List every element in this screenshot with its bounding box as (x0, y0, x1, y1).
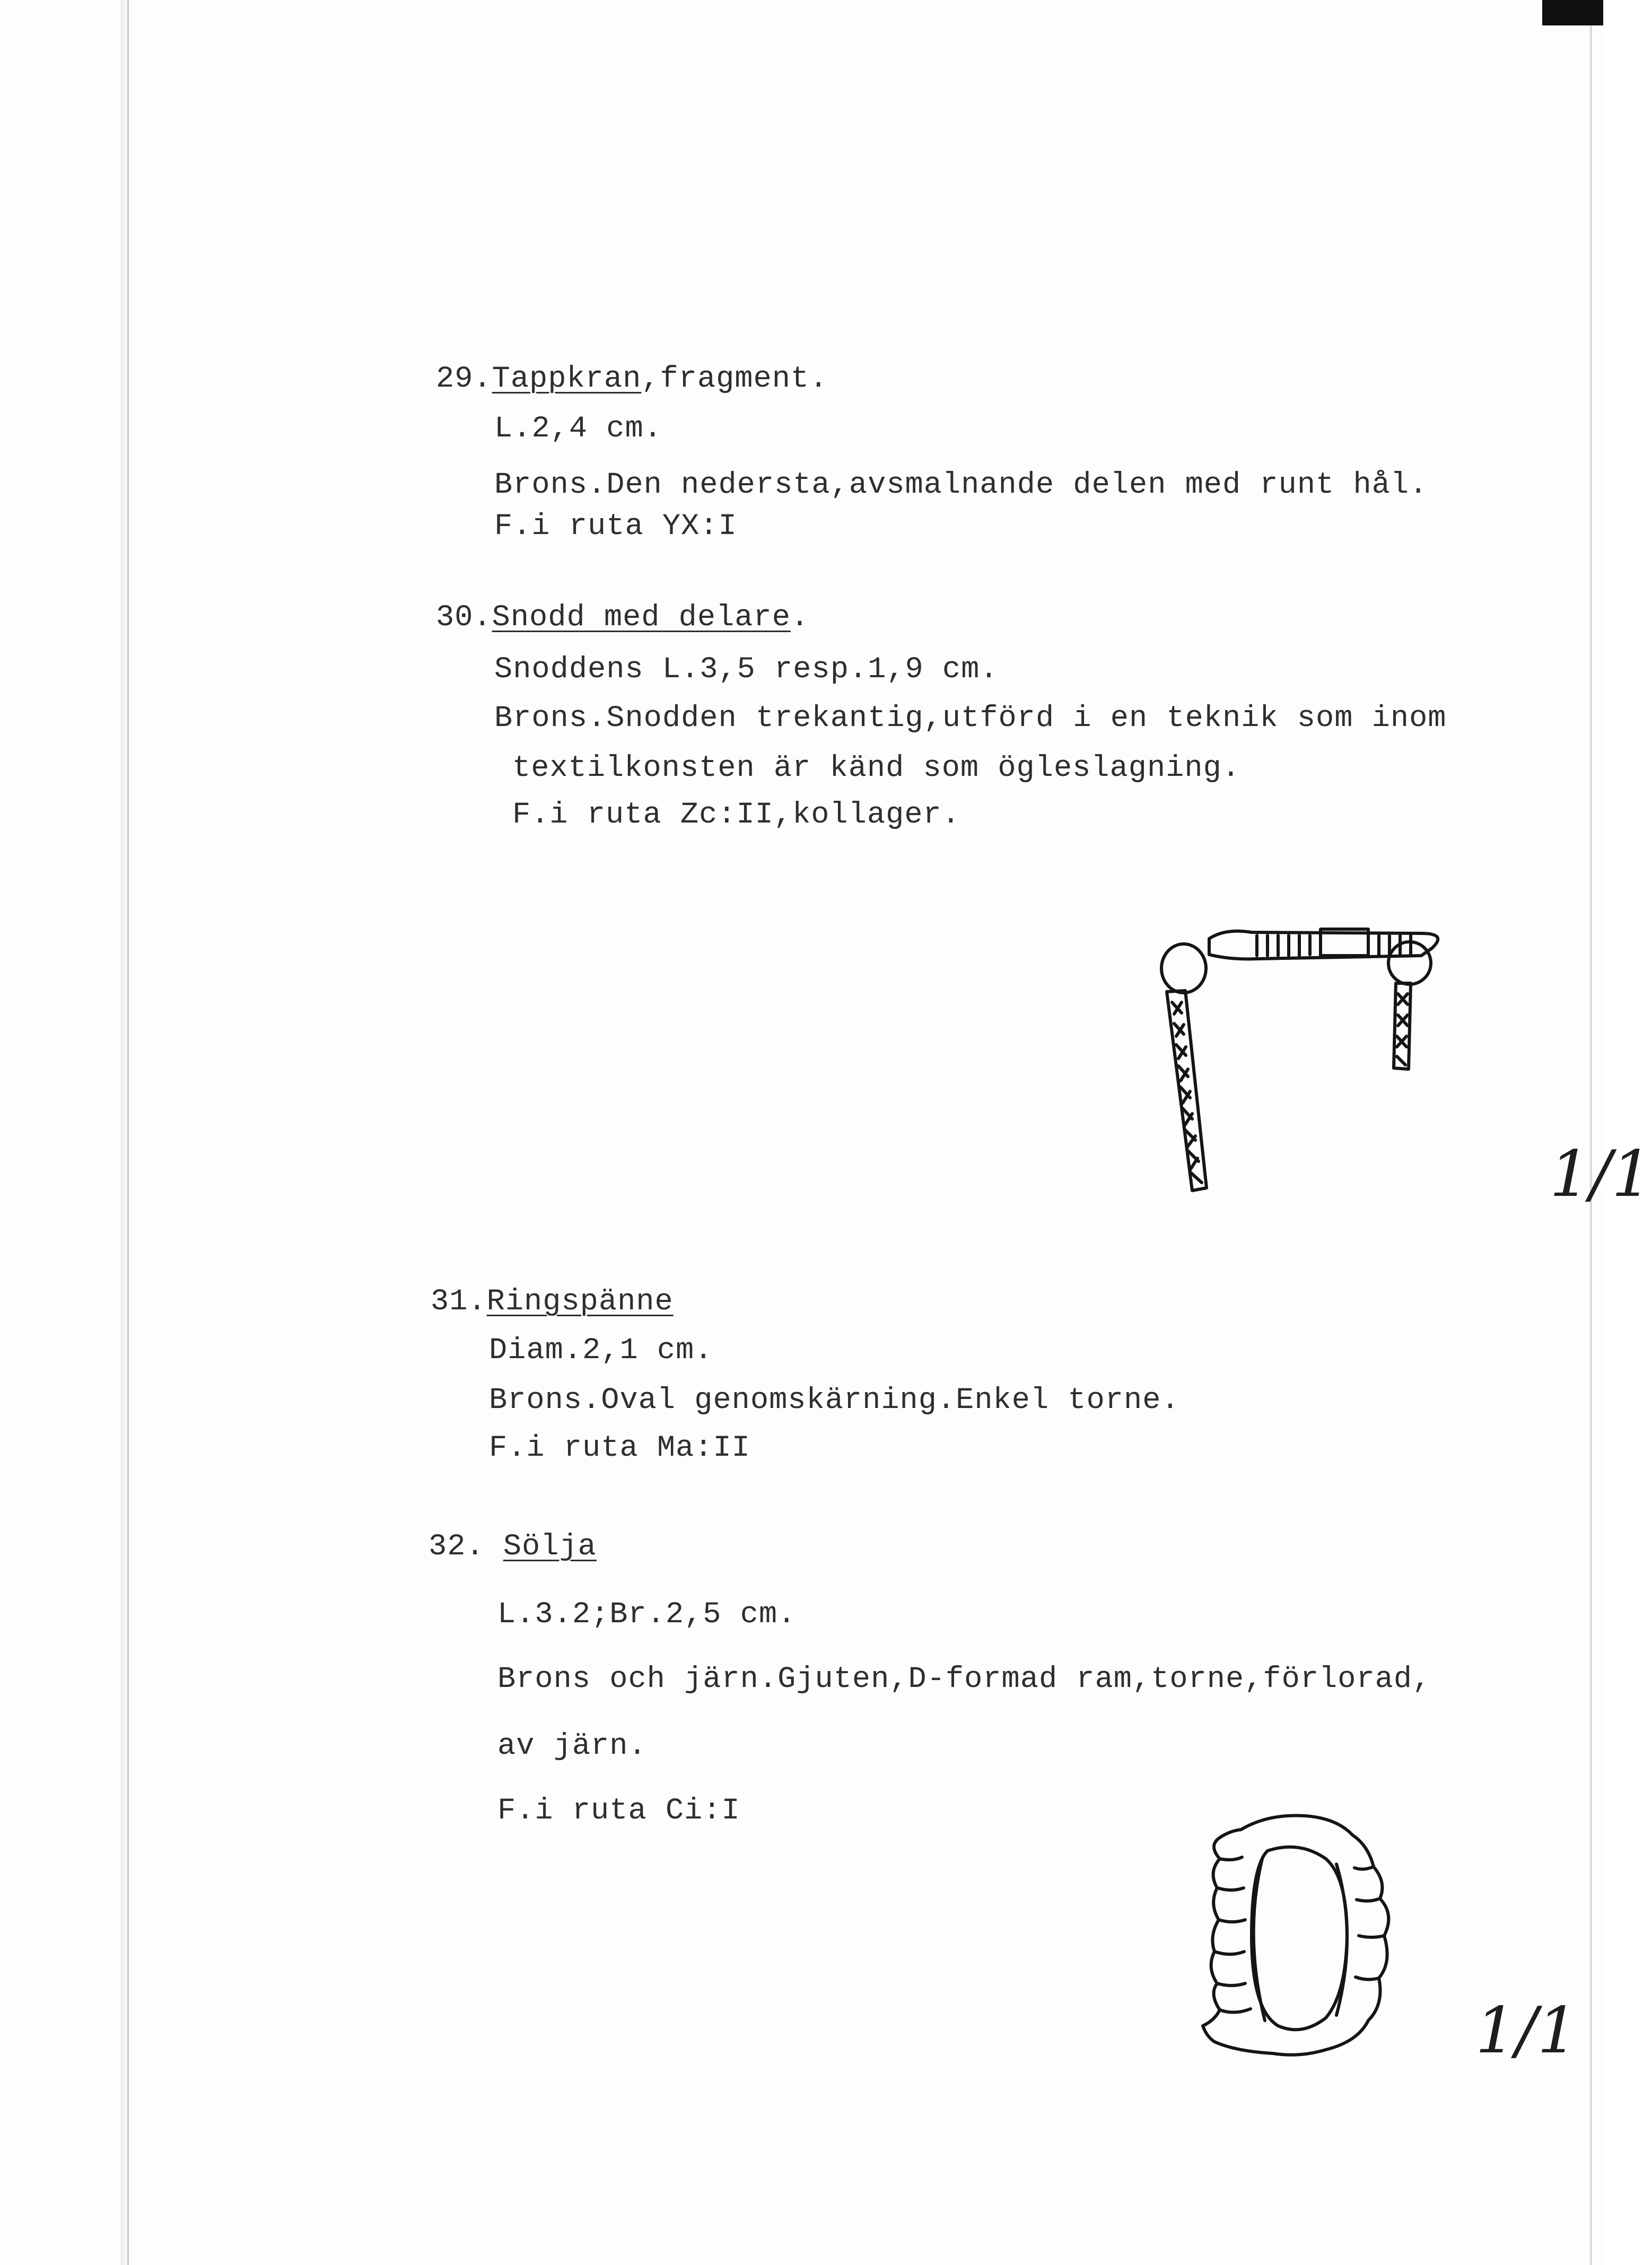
solja-drawing (1193, 1808, 1405, 2074)
entry-29-line-1: L.2,4 cm. (494, 412, 662, 446)
entry-31-line-3: F.i ruta Ma:II (489, 1431, 750, 1465)
entry-31-title-line (431, 1283, 674, 1320)
entry-31-line-2: Brons.Oval genomskärning.Enkel torne. (489, 1384, 1180, 1418)
entry-30-line-3: textilkonsten är känd som ögleslagning. (512, 751, 1241, 785)
entry-30-line-1: Snoddens L.3,5 resp.1,9 cm. (494, 653, 999, 687)
scale-label-30: 1/1 (1550, 1138, 1652, 1211)
entry-32-line-1: L.3.2;Br.2,5 cm. (497, 1598, 797, 1632)
entry-number: 31. (431, 1285, 487, 1319)
entry-29-line-3: F.i ruta YX:I (494, 510, 737, 544)
page-edge-line (1590, 0, 1592, 2265)
entry-29-title-line (436, 361, 828, 398)
binding-edge-line (127, 0, 129, 2265)
entry-title: Sölja (503, 1530, 597, 1564)
entry-title-suffix: . (790, 601, 810, 635)
scale-label-32: 1/1 (1475, 1994, 1578, 2068)
entry-31-line-1: Diam.2,1 cm. (489, 1334, 713, 1368)
entry-title-suffix: ,fragment. (641, 362, 828, 396)
entry-30-title-line (436, 599, 809, 636)
entry-title: Tappkran (492, 362, 642, 396)
entry-30-line-2: Brons.Snodden trekantig,utförd i en teknik som inom (494, 702, 1447, 736)
entry-32-line-3: av järn. (497, 1729, 647, 1763)
entry-32-title-line (429, 1528, 597, 1566)
entry-number: 32. (429, 1530, 485, 1564)
entry-title: Ringspänne (486, 1285, 674, 1319)
entry-number: 29. (436, 362, 492, 396)
entry-number: 30. (436, 601, 492, 635)
corner-mark (1542, 0, 1603, 25)
entry-title: Snodd med delare (492, 601, 791, 635)
snodd-drawing (1151, 917, 1448, 1204)
entry-29-line-2: Brons.Den nedersta,avsmalnande delen med runt hål. (494, 468, 1428, 502)
entry-32-line-2: Brons och järn.Gjuten,D-formad ram,torne,förlorad, (497, 1663, 1431, 1696)
entry-32-line-4: F.i ruta Ci:I (497, 1794, 740, 1828)
entry-30-line-4: F.i ruta Zc:II,kollager. (512, 798, 960, 832)
